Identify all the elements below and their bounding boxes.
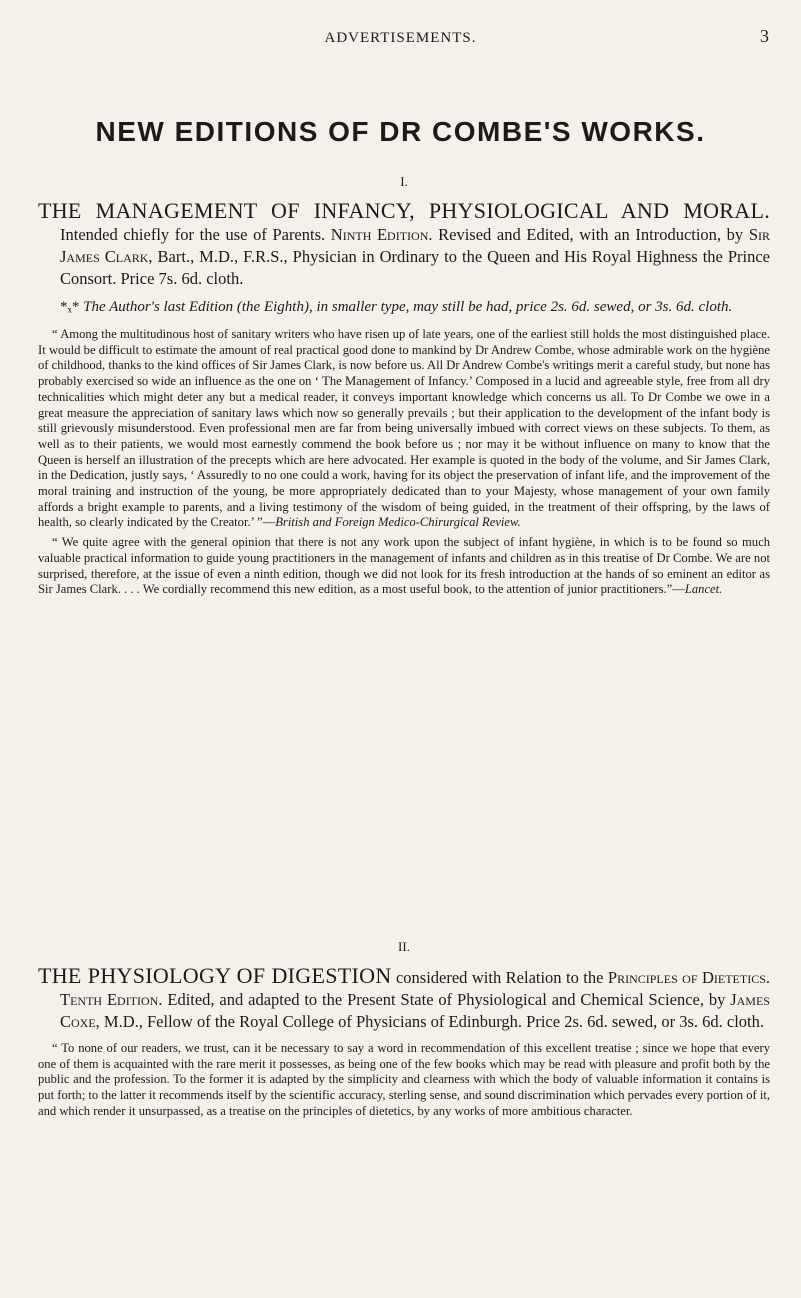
section-numeral: I.: [400, 174, 408, 189]
edition-note: [60, 298, 770, 317]
asterism: *ₓ*: [60, 299, 80, 315]
running-title: ADVERTISEMENTS.: [324, 30, 477, 46]
section-management-of-infancy: [38, 174, 770, 598]
review-source: British and Foreign Medico-Chirurgical Review.: [275, 515, 521, 530]
section-numeral: II.: [398, 939, 410, 954]
book-description: Revised and Edited, with an Introduction, by: [432, 225, 749, 244]
page-title: NEW EDITIONS OF DR COMBE'S WORKS.: [95, 116, 706, 147]
edition-label: Tenth Edition.: [60, 990, 163, 1009]
review-quote: [38, 535, 770, 598]
book-description: , Bart., M.D., F.R.S., Physician in Ordinary to the Queen and His Royal Highness the Prince Consort. Price 7s. 6d. cloth.: [60, 247, 770, 288]
section-physiology-of-digestion: [38, 939, 770, 1120]
book-description: considered with Relation to the: [391, 968, 608, 987]
edition-label: Ninth Edition.: [330, 225, 433, 244]
note-text: The Author's last Edition (the Eighth), in smaller type, may still be had, price 2s. 6d. sewed, or 3s. 6d. cloth.: [79, 299, 733, 315]
principles-label: Principles of Dietetics.: [607, 968, 770, 987]
book-title: THE MANAGEMENT OF INFANCY, PHYSIOLOGICAL AND MORAL.: [38, 198, 770, 223]
book-description: Intended chiefly for the use of Parents.: [60, 225, 331, 244]
review-text: “ To none of our readers, we trust, can it be necessary to say a word in recommendation of this excellent treatise ; since we hope that every one of them is acquainted with the rare merit it possesses, as being one of the few books which may be read with pleasure and profit both by the public and the profession. To the former it is adapted by the simplicity and clearness with which the body of valuable information it contains is put forth; to the latter it recommends itself by the scientific accuracy, sterling sense, and sound discrimination which pervades every portion of it, and which render it unsurpassed, as a treatise on the principles of dietetics, by any works of more ambitious character.: [38, 1041, 770, 1118]
running-head: [0, 26, 801, 50]
book-entry: [38, 200, 770, 290]
book-description: Edited, and adapted to the Present State of Physiological and Chemical Science, by: [162, 990, 731, 1009]
review-quote: [38, 1041, 770, 1120]
book-description: , M.D., Fellow of the Royal College of Physicians of Edinburgh. Price 2s. 6d. sewed, or 3s. 6d. cloth.: [95, 1012, 765, 1031]
review-text: “ Among the multitudinous host of sanitary writers who have risen up of late years, one of the earliest still holds the most distinguished place. It would be difficult to estimate the amount of real practical good done to mankind by Dr Andrew Combe, whose admirable work on the hygiène of childhood, thanks to the kind offices of Sir James Clark, is now before us. All Dr Andrew Combe's writings merit a careful study, but none has probably exercised so wide an influence as the one on ‘ The Management of Infancy.’ Composed in a lucid and agreeable style, free from all dry technicalities which might deter any but a medical reader, it conveys important knowledge which concerns us all. To Dr Combe we owe in a great measure the appreciation of sanitary laws which now so generally prevails ; but their application to the development of the infant body is still grievously misunderstood. Even professional men are far from being universally imbued with correct views on these subjects. To them, as well as to their patients, we would most earnestly commend the book before us ; nor may it be without influence on many to know that the Queen is herself an illustration of the precepts which are here advocated. Her example is quoted in the body of the volume, and Sir James Clark, in the Dedication, justly says, ‘ Assuredly to no one could a work, having for its object the preservation of infant life, and the improvement of the moral training and instruction of the young, be more appropriately dedicated than to your Majesty, whose management of your own family affords a bright example to parents, and a living testimony of the wisdom of being guided, in the treatment of their offspring, by the laws of health, so clearly indicated by the Creator.’ ”—: [38, 327, 770, 530]
review-text: “ We quite agree with the general opinion that there is not any work upon the subject of infant hygiène, in which is to be found so much valuable practical information to guide young practitioners in the management of infants and children as in this treatise of Dr Combe. We are not surprised, therefore, at the issue of even a ninth edition, though we did not look for its fresh introduction at the hands of so eminent an editor as Sir James Clark. . . . We cordially recommend this new edition, as a most useful book, to the attention of junior practitioners.”—: [38, 535, 770, 597]
book-entry: [38, 965, 770, 1033]
page-number: 3: [760, 26, 769, 46]
review-quote: [38, 327, 770, 531]
review-source: Lancet.: [684, 582, 723, 597]
editor-name: Sir James Clark: [60, 225, 771, 266]
book-title: THE PHYSIOLOGY OF DIGESTION: [38, 963, 392, 988]
editor-name: James Coxe: [60, 990, 770, 1031]
